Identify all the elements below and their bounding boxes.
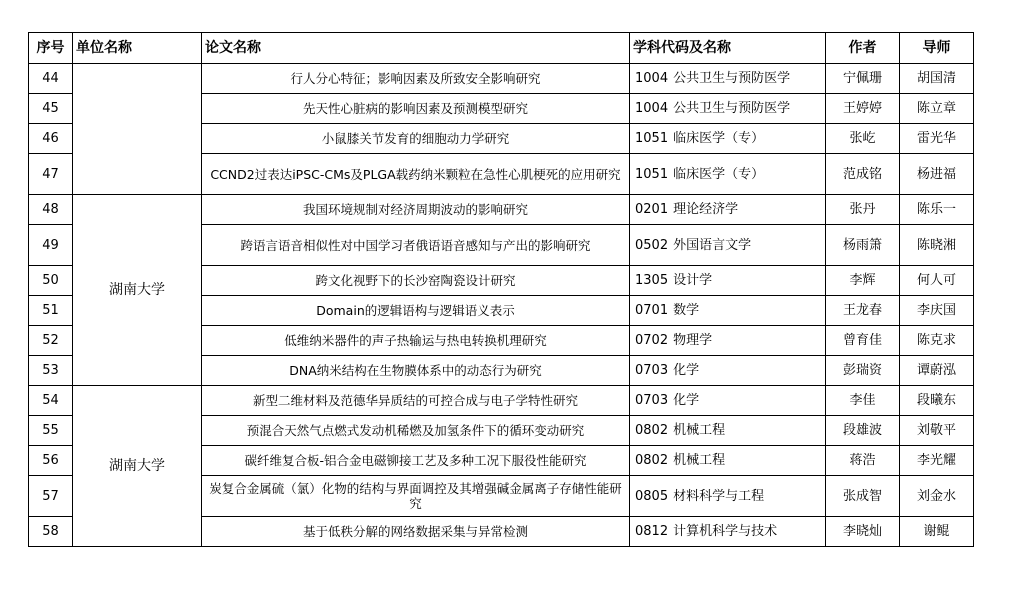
row-advisor: 陈晓湘 bbox=[900, 225, 974, 266]
row-seq: 51 bbox=[29, 296, 73, 326]
row-author: 范成铭 bbox=[826, 154, 900, 195]
header-subject: 学科代码及名称 bbox=[630, 33, 826, 64]
row-subject bbox=[630, 154, 826, 195]
row-author: 杨雨箫 bbox=[826, 225, 900, 266]
subject-code: 0703 bbox=[635, 393, 669, 408]
row-title: 预混合天然气点燃式发动机稀燃及加氢条件下的循环变动研究 bbox=[202, 416, 630, 446]
row-advisor: 刘金水 bbox=[900, 476, 974, 517]
subject-code: 0802 bbox=[635, 423, 669, 438]
subject-name: 数学 bbox=[673, 303, 700, 318]
row-title: 先天性心脏病的影响因素及预测模型研究 bbox=[202, 94, 630, 124]
subject-name: 公共卫生与预防医学 bbox=[673, 101, 791, 116]
row-subject bbox=[630, 266, 826, 296]
subject-code: 1004 bbox=[635, 71, 669, 86]
row-seq: 54 bbox=[29, 386, 73, 416]
row-advisor: 李庆国 bbox=[900, 296, 974, 326]
row-subject bbox=[630, 225, 826, 266]
row-seq: 45 bbox=[29, 94, 73, 124]
subject-code: 0701 bbox=[635, 303, 669, 318]
row-title: 碳纤维复合板-铝合金电磁铆接工艺及多种工况下服役性能研究 bbox=[202, 446, 630, 476]
row-advisor: 段曦东 bbox=[900, 386, 974, 416]
header-advisor: 导师 bbox=[900, 33, 974, 64]
subject-code: 1305 bbox=[635, 273, 669, 288]
subject-code: 0812 bbox=[635, 524, 669, 539]
row-title: 低维纳米器件的声子热输运与热电转换机理研究 bbox=[202, 326, 630, 356]
row-subject bbox=[630, 476, 826, 517]
row-advisor: 何人可 bbox=[900, 266, 974, 296]
row-seq: 57 bbox=[29, 476, 73, 517]
subject-name: 机械工程 bbox=[673, 453, 726, 468]
row-title: Domain的逻辑语构与逻辑语义表示 bbox=[202, 296, 630, 326]
row-title: DNA纳米结构在生物膜体系中的动态行为研究 bbox=[202, 356, 630, 386]
row-unit bbox=[73, 64, 202, 195]
subject-code: 0702 bbox=[635, 333, 669, 348]
row-seq: 47 bbox=[29, 154, 73, 195]
row-subject bbox=[630, 326, 826, 356]
row-title: 行人分心特征；影响因素及所致安全影响研究 bbox=[202, 64, 630, 94]
row-seq: 53 bbox=[29, 356, 73, 386]
subject-name: 设计学 bbox=[673, 273, 713, 288]
subject-name: 机械工程 bbox=[673, 423, 726, 438]
subject-code: 0805 bbox=[635, 488, 669, 504]
row-advisor: 刘敬平 bbox=[900, 416, 974, 446]
row-title: 新型二维材料及范德华异质结的可控合成与电子学特性研究 bbox=[202, 386, 630, 416]
table-row bbox=[29, 64, 974, 94]
row-seq: 44 bbox=[29, 64, 73, 94]
row-subject bbox=[630, 517, 826, 547]
subject-name: 临床医学（专） bbox=[673, 166, 765, 182]
row-seq: 50 bbox=[29, 266, 73, 296]
row-seq: 56 bbox=[29, 446, 73, 476]
row-advisor: 陈克求 bbox=[900, 326, 974, 356]
subject-code: 0201 bbox=[635, 202, 669, 217]
header-seq: 序号 bbox=[29, 33, 73, 64]
subject-name: 临床医学（专） bbox=[673, 131, 765, 146]
row-title: 我国环境规制对经济周期波动的影响研究 bbox=[202, 195, 630, 225]
row-author: 张丹 bbox=[826, 195, 900, 225]
row-author: 曾育佳 bbox=[826, 326, 900, 356]
subject-name: 物理学 bbox=[673, 333, 713, 348]
header-author: 作者 bbox=[826, 33, 900, 64]
subject-code: 0802 bbox=[635, 453, 669, 468]
row-advisor: 胡国清 bbox=[900, 64, 974, 94]
row-subject bbox=[630, 195, 826, 225]
subject-name: 公共卫生与预防医学 bbox=[673, 71, 791, 86]
table-row bbox=[29, 386, 974, 416]
subject-name: 外国语言文学 bbox=[673, 237, 752, 253]
row-subject bbox=[630, 386, 826, 416]
row-author: 李晓灿 bbox=[826, 517, 900, 547]
row-seq: 46 bbox=[29, 124, 73, 154]
row-author: 彭瑞资 bbox=[826, 356, 900, 386]
subject-name: 化学 bbox=[673, 363, 700, 378]
row-subject bbox=[630, 416, 826, 446]
row-subject bbox=[630, 124, 826, 154]
row-title: 小鼠膝关节发育的细胞动力学研究 bbox=[202, 124, 630, 154]
row-advisor: 谢鲲 bbox=[900, 517, 974, 547]
row-author: 张成智 bbox=[826, 476, 900, 517]
table-row bbox=[29, 195, 974, 225]
row-author: 蒋浩 bbox=[826, 446, 900, 476]
row-advisor: 李光耀 bbox=[900, 446, 974, 476]
subject-code: 1051 bbox=[635, 131, 669, 146]
row-advisor: 雷光华 bbox=[900, 124, 974, 154]
header-title: 论文名称 bbox=[202, 33, 630, 64]
row-advisor: 杨进福 bbox=[900, 154, 974, 195]
subject-name: 化学 bbox=[673, 393, 700, 408]
table-header-row bbox=[29, 33, 974, 64]
row-seq: 55 bbox=[29, 416, 73, 446]
subject-name: 计算机科学与技术 bbox=[673, 524, 778, 539]
header-unit: 单位名称 bbox=[73, 33, 202, 64]
subject-code: 1004 bbox=[635, 101, 669, 116]
row-seq: 52 bbox=[29, 326, 73, 356]
thesis-table bbox=[28, 32, 974, 547]
row-seq: 48 bbox=[29, 195, 73, 225]
subject-name: 材料科学与工程 bbox=[673, 488, 765, 504]
row-advisor: 陈乐一 bbox=[900, 195, 974, 225]
row-advisor: 谭蔚泓 bbox=[900, 356, 974, 386]
row-author: 王婷婷 bbox=[826, 94, 900, 124]
row-seq: 58 bbox=[29, 517, 73, 547]
row-subject bbox=[630, 356, 826, 386]
row-title: 跨语言语音相似性对中国学习者俄语语音感知与产出的影响研究 bbox=[202, 225, 630, 266]
row-title: 跨文化视野下的长沙窑陶瓷设计研究 bbox=[202, 266, 630, 296]
row-advisor: 陈立章 bbox=[900, 94, 974, 124]
row-subject bbox=[630, 64, 826, 94]
row-unit: 湖南大学 bbox=[73, 195, 202, 386]
row-unit: 湖南大学 bbox=[73, 386, 202, 547]
subject-name: 理论经济学 bbox=[673, 202, 739, 217]
subject-code: 0703 bbox=[635, 363, 669, 378]
row-author: 李辉 bbox=[826, 266, 900, 296]
row-title: 炭复合金属硫（氯）化物的结构与界面调控及其增强碱金属离子存储性能研究 bbox=[202, 476, 630, 517]
row-title: 基于低秩分解的网络数据采集与异常检测 bbox=[202, 517, 630, 547]
row-title: CCND2过表达iPSC-CMs及PLGA载药纳米颗粒在急性心肌梗死的应用研究 bbox=[202, 154, 630, 195]
subject-code: 0502 bbox=[635, 237, 669, 253]
row-author: 张屹 bbox=[826, 124, 900, 154]
row-subject bbox=[630, 94, 826, 124]
row-subject bbox=[630, 446, 826, 476]
row-author: 宁佩珊 bbox=[826, 64, 900, 94]
subject-code: 1051 bbox=[635, 166, 669, 182]
row-seq: 49 bbox=[29, 225, 73, 266]
row-author: 段雄波 bbox=[826, 416, 900, 446]
row-author: 李佳 bbox=[826, 386, 900, 416]
row-author: 王龙春 bbox=[826, 296, 900, 326]
row-subject bbox=[630, 296, 826, 326]
